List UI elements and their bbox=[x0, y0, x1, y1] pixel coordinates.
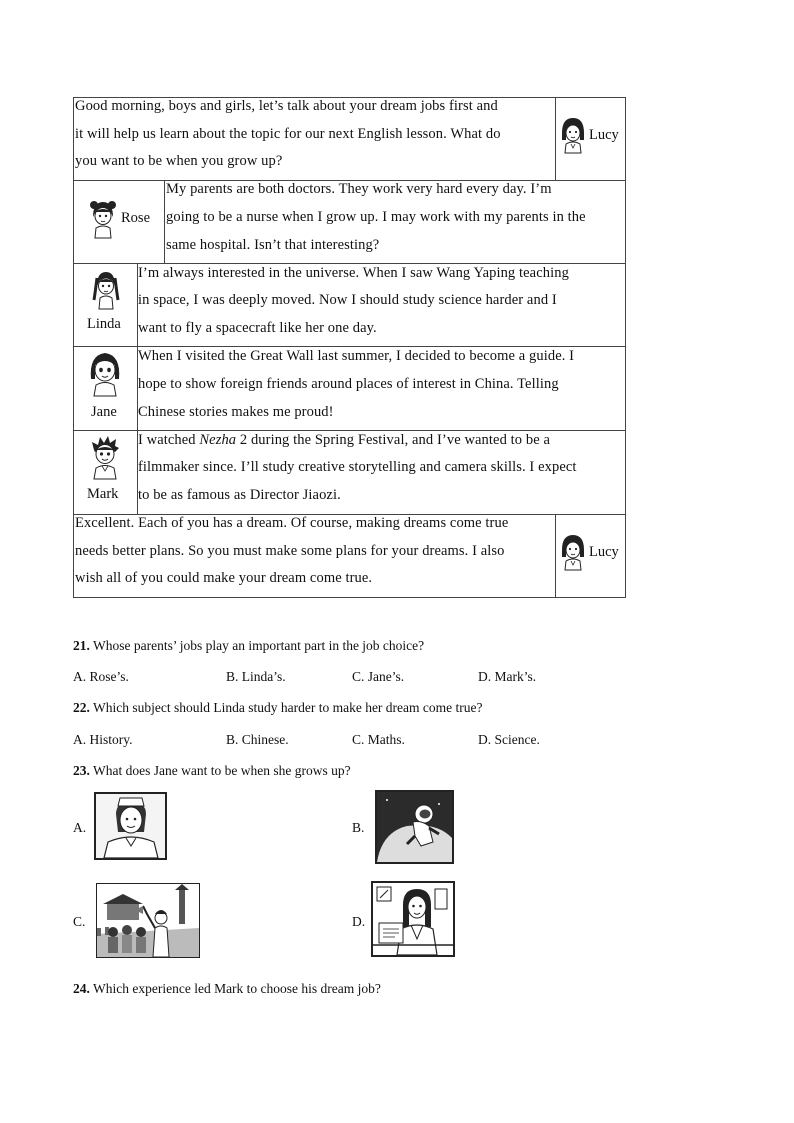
linda-portrait-icon bbox=[91, 268, 121, 310]
linda-line-1: I’m always interested in the universe. When I saw Wang Yaping teaching bbox=[138, 265, 569, 281]
mark-line-3: to be as famous as Director Jiaozi. bbox=[138, 487, 341, 503]
q23-doctor-picture[interactable] bbox=[371, 881, 455, 957]
question-24-text: Which experience led Mark to choose his dream job? bbox=[89, 981, 381, 996]
q23-tour-guide-picture[interactable] bbox=[96, 883, 200, 958]
jane-portrait-icon bbox=[87, 349, 123, 397]
jane-line-3: Chinese stories makes me proud! bbox=[138, 404, 334, 420]
astronaut-image bbox=[377, 792, 452, 862]
question-21-number: 21. bbox=[73, 638, 90, 653]
q23-option-d[interactable]: D. bbox=[352, 914, 366, 929]
q23-option-b[interactable]: B. bbox=[352, 820, 365, 835]
rose-line-1: My parents are both doctors. They work very hard every day. I’m bbox=[166, 181, 552, 197]
lucy-outro-line-3: wish all of you could make your dream come true. bbox=[75, 570, 373, 586]
lucy-outro-speaker: Lucy bbox=[589, 544, 619, 560]
question-23 bbox=[73, 763, 351, 779]
rose-line-2: going to be a nurse when I grow up. I may work with my parents in the bbox=[166, 209, 586, 225]
jane-line-2: hope to show foreign friends around places of interest in China. Telling bbox=[138, 376, 559, 392]
mark-line-2: filmmaker since. I’ll study creative storytelling and camera skills. I expect bbox=[138, 459, 577, 475]
question-22 bbox=[73, 700, 483, 716]
question-23-text: What does Jane want to be when she grows up? bbox=[89, 763, 351, 778]
q23-option-a[interactable]: A. bbox=[73, 820, 87, 835]
q21-option-b[interactable]: B. Linda’s. bbox=[226, 669, 286, 684]
mark-line-1-pre: I watched bbox=[138, 432, 200, 448]
q21-option-a[interactable]: A. Rose’s. bbox=[73, 669, 129, 684]
mark-speaker: Mark bbox=[87, 486, 119, 502]
q21-option-d[interactable]: D. Mark’s. bbox=[478, 669, 537, 684]
jane-line-1: When I visited the Great Wall last summer, I decided to become a guide. I bbox=[138, 348, 575, 364]
lucy-portrait-icon bbox=[559, 116, 587, 154]
rose-speaker-cell bbox=[73, 180, 165, 264]
tour-guide-image bbox=[97, 884, 199, 957]
q23-astronaut-picture[interactable] bbox=[375, 790, 454, 864]
q22-option-d[interactable]: D. Science. bbox=[478, 732, 540, 747]
rose-portrait-icon bbox=[88, 197, 118, 239]
lucy-intro-line-3: you want to be when you grow up? bbox=[75, 153, 283, 169]
q22-option-b[interactable]: B. Chinese. bbox=[226, 732, 289, 747]
question-24-number: 24. bbox=[73, 981, 90, 996]
mark-line-1-post: 2 during the Spring Festival, and I’ve wanted to be a bbox=[236, 432, 550, 448]
question-22-text: Which subject should Linda study harder to make her dream come true? bbox=[89, 700, 483, 715]
linda-speaker: Linda bbox=[87, 316, 121, 332]
mark-portrait-icon bbox=[88, 434, 122, 480]
jane-speaker: Jane bbox=[91, 404, 117, 420]
lucy-intro-line-1: Good morning, boys and girls, let’s talk about your dream jobs first and bbox=[75, 98, 498, 114]
question-23-number: 23. bbox=[73, 763, 90, 778]
q22-option-a[interactable]: A. History. bbox=[73, 732, 133, 747]
rose-speaker: Rose bbox=[121, 210, 150, 226]
lucy-outro-line-1: Excellent. Each of you has a dream. Of course, making dreams come true bbox=[75, 515, 509, 531]
lucy-outro-line-2: needs better plans. So you must make some plans for your dreams. I also bbox=[75, 543, 505, 559]
lucy-intro-line-2: it will help us learn about the topic for our next English lesson. What do bbox=[75, 126, 501, 142]
question-21 bbox=[73, 638, 424, 654]
lucy-portrait-icon bbox=[559, 533, 587, 571]
q21-option-c[interactable]: C. Jane’s. bbox=[352, 669, 405, 684]
mark-line-1 bbox=[138, 427, 550, 455]
nurse-image bbox=[96, 794, 165, 858]
lucy-intro-speaker: Lucy bbox=[589, 127, 619, 143]
rose-line-3: same hospital. Isn’t that interesting? bbox=[166, 237, 380, 253]
question-24 bbox=[73, 981, 381, 997]
q23-nurse-picture[interactable] bbox=[94, 792, 167, 860]
question-21-text: Whose parents’ jobs play an important part in the job choice? bbox=[89, 638, 425, 653]
q22-option-c[interactable]: C. Maths. bbox=[352, 732, 405, 747]
q23-option-c[interactable]: C. bbox=[73, 914, 86, 929]
question-22-number: 22. bbox=[73, 700, 90, 715]
linda-line-3: want to fly a spacecraft like her one day. bbox=[138, 320, 377, 336]
doctor-image bbox=[373, 883, 453, 955]
linda-line-2: in space, I was deeply moved. Now I should study science harder and I bbox=[138, 292, 557, 308]
film-title: Nezha bbox=[199, 432, 237, 448]
